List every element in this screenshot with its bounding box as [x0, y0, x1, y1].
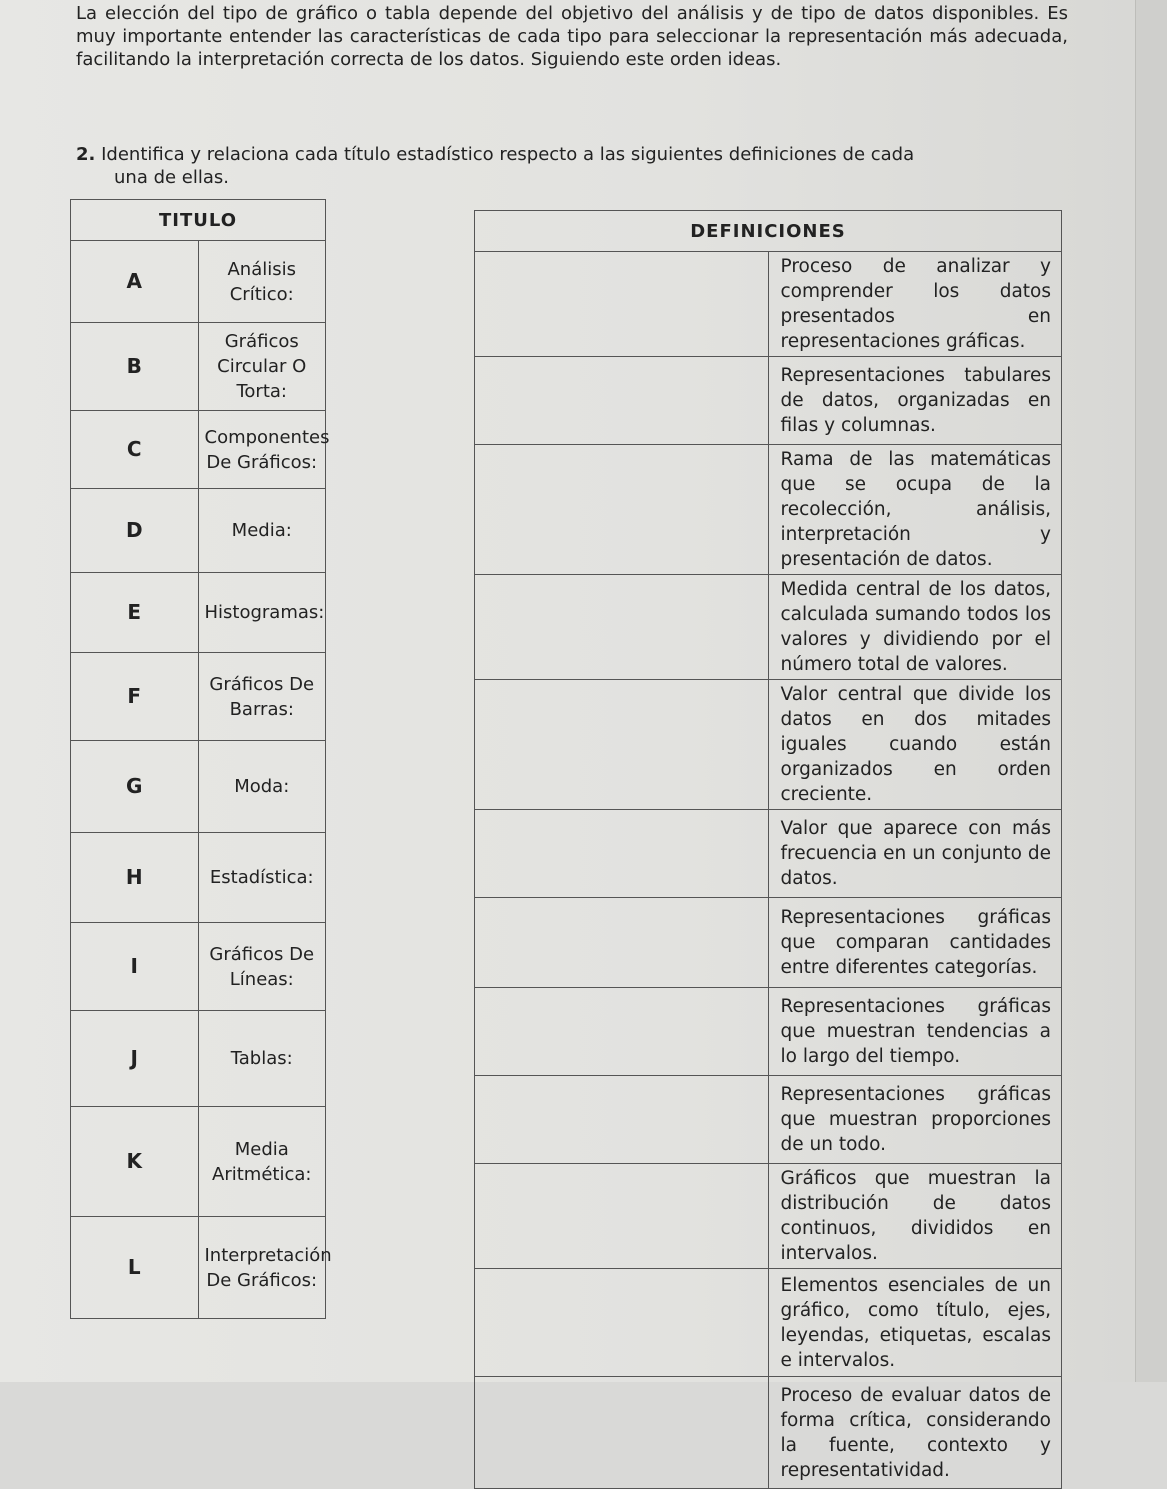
notebook-edge	[1135, 0, 1167, 1382]
definicion-text: Elementos esenciales de un gráfico, como título, ejes, leyendas, etiquetas, escalas e intervalos.	[768, 1269, 1062, 1377]
definicion-row	[475, 575, 1062, 680]
definicion-text: Representaciones gráficas que muestran tendencias a lo largo del tiempo.	[768, 988, 1062, 1076]
answer-blank[interactable]	[475, 988, 769, 1076]
answer-blank[interactable]	[475, 1076, 769, 1164]
definicion-row	[475, 680, 1062, 810]
titulo-name: Gráficos Circular O Torta:	[198, 323, 326, 411]
question-statement	[76, 143, 1056, 189]
titulo-letter: L	[71, 1217, 199, 1319]
definicion-text: Valor central que divide los datos en dos mitades iguales cuando están organizados en orden creciente.	[768, 680, 1062, 810]
titulo-letter: D	[71, 489, 199, 573]
titulo-name: Interpretación De Gráficos:	[198, 1217, 326, 1319]
titulo-row	[71, 653, 326, 741]
definicion-row	[475, 988, 1062, 1076]
definicion-text: Representaciones gráficas que muestran proporciones de un todo.	[768, 1076, 1062, 1164]
titulo-name: Media Aritmética:	[198, 1107, 326, 1217]
definicion-text: Proceso de evaluar datos de forma crítica, considerando la fuente, contexto y representatividad.	[768, 1377, 1062, 1489]
definicion-text: Medida central de los datos, calculada sumando todos los valores y dividiendo por el número total de valores.	[768, 575, 1062, 680]
titulo-letter: J	[71, 1011, 199, 1107]
definiciones-table	[474, 210, 1062, 1489]
titulo-name: Media:	[198, 489, 326, 573]
definicion-text: Representaciones gráficas que comparan cantidades entre diferentes categorías.	[768, 898, 1062, 988]
titulo-row	[71, 1107, 326, 1217]
definicion-row	[475, 898, 1062, 988]
titulo-row	[71, 411, 326, 489]
titulo-name: Análisis Crítico:	[198, 241, 326, 323]
titulo-name: Componentes De Gráficos:	[198, 411, 326, 489]
titulo-name: Estadística:	[198, 833, 326, 923]
definiciones-header: DEFINICIONES	[475, 211, 1062, 252]
definicion-row	[475, 1269, 1062, 1377]
titulo-name: Histogramas:	[198, 573, 326, 653]
titulo-row	[71, 489, 326, 573]
definicion-row	[475, 357, 1062, 445]
answer-blank[interactable]	[475, 1269, 769, 1377]
answer-blank[interactable]	[475, 445, 769, 575]
titulo-letter: E	[71, 573, 199, 653]
definicion-text: Valor que aparece con más frecuencia en un conjunto de datos.	[768, 810, 1062, 898]
answer-blank[interactable]	[475, 898, 769, 988]
titulo-row	[71, 1011, 326, 1107]
titulo-letter: B	[71, 323, 199, 411]
answer-blank[interactable]	[475, 680, 769, 810]
titulo-name: Gráficos De Líneas:	[198, 923, 326, 1011]
question-number: 2.	[76, 144, 96, 165]
titulo-letter: K	[71, 1107, 199, 1217]
titulo-name: Moda:	[198, 741, 326, 833]
titulo-letter: I	[71, 923, 199, 1011]
titulo-letter: H	[71, 833, 199, 923]
question-text-line1: Identifica y relaciona cada título estadístico respecto a las siguientes definiciones de cada	[101, 144, 915, 165]
definicion-row	[475, 810, 1062, 898]
answer-blank[interactable]	[475, 252, 769, 357]
definicion-text: Rama de las matemáticas que se ocupa de la recolección, análisis, interpretación y presentación de datos.	[768, 445, 1062, 575]
intro-paragraph: La elección del tipo de gráfico o tabla depende del objetivo del análisis y de tipo de datos disponibles. Es muy importante entender las características de cada tipo para seleccionar la representación más adecuada, facilitando la interpretación correcta de los datos. Siguiendo este orden ideas.	[76, 3, 1068, 70]
definicion-row	[475, 1377, 1062, 1489]
question-text-line2: una de ellas.	[114, 167, 229, 188]
answer-blank[interactable]	[475, 1377, 769, 1489]
definicion-row	[475, 445, 1062, 575]
titulo-letter: C	[71, 411, 199, 489]
titulo-name: Gráficos De Barras:	[198, 653, 326, 741]
titulo-row	[71, 241, 326, 323]
titulo-row	[71, 323, 326, 411]
titulo-row	[71, 833, 326, 923]
titulo-table	[70, 199, 332, 1319]
titulo-header: TITULO	[71, 200, 326, 241]
definicion-row	[475, 1076, 1062, 1164]
titulo-row	[71, 741, 326, 833]
definicion-row	[475, 252, 1062, 357]
titulo-letter: G	[71, 741, 199, 833]
titulo-row	[71, 1217, 326, 1319]
titulo-row	[71, 923, 326, 1011]
answer-blank[interactable]	[475, 575, 769, 680]
answer-blank[interactable]	[475, 810, 769, 898]
titulo-letter: A	[71, 241, 199, 323]
answer-blank[interactable]	[475, 1164, 769, 1269]
titulo-row	[71, 573, 326, 653]
definicion-text: Gráficos que muestran la distribución de datos continuos, divididos en intervalos.	[768, 1164, 1062, 1269]
titulo-name: Tablas:	[198, 1011, 326, 1107]
answer-blank[interactable]	[475, 357, 769, 445]
definicion-text: Representaciones tabulares de datos, organizadas en filas y columnas.	[768, 357, 1062, 445]
definicion-row	[475, 1164, 1062, 1269]
titulo-letter: F	[71, 653, 199, 741]
definicion-text: Proceso de analizar y comprender los datos presentados en representaciones gráficas.	[768, 252, 1062, 357]
